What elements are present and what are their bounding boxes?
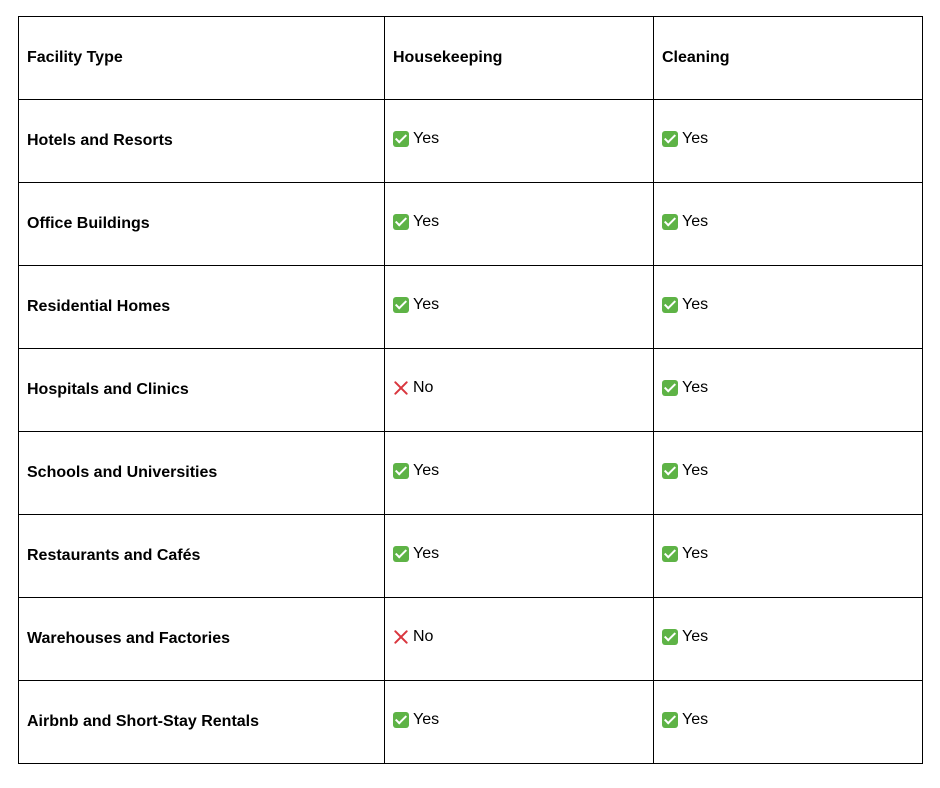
table-row bbox=[19, 266, 923, 349]
cleaning-status-label: Yes bbox=[682, 130, 709, 147]
cleaning-cell bbox=[654, 266, 923, 349]
table-row bbox=[19, 598, 923, 681]
housekeeping-status bbox=[393, 130, 439, 148]
housekeeping-cell bbox=[385, 681, 654, 764]
check-icon bbox=[393, 297, 409, 313]
cleaning-cell bbox=[654, 183, 923, 266]
housekeeping-status-label: Yes bbox=[413, 711, 440, 728]
housekeeping-status bbox=[393, 213, 439, 231]
check-icon bbox=[662, 546, 678, 562]
cleaning-status bbox=[662, 711, 708, 729]
cleaning-status-label: Yes bbox=[682, 379, 709, 396]
table-row bbox=[19, 100, 923, 183]
table-row bbox=[19, 681, 923, 764]
cleaning-cell bbox=[654, 515, 923, 598]
housekeeping-status bbox=[393, 628, 433, 646]
table-row bbox=[19, 515, 923, 598]
housekeeping-cell bbox=[385, 100, 654, 183]
check-icon bbox=[662, 629, 678, 645]
housekeeping-cell bbox=[385, 598, 654, 681]
cleaning-cell bbox=[654, 100, 923, 183]
housekeeping-status-label: No bbox=[413, 379, 434, 396]
facility-type-cell: Hospitals and Clinics bbox=[19, 349, 385, 432]
cleaning-status bbox=[662, 628, 708, 646]
housekeeping-status-label: Yes bbox=[413, 213, 440, 230]
housekeeping-cell bbox=[385, 432, 654, 515]
table-row bbox=[19, 432, 923, 515]
cleaning-status-label: Yes bbox=[682, 628, 709, 645]
check-icon bbox=[662, 712, 678, 728]
cleaning-status bbox=[662, 130, 708, 148]
table-row bbox=[19, 349, 923, 432]
cleaning-cell bbox=[654, 432, 923, 515]
housekeeping-cell bbox=[385, 515, 654, 598]
housekeeping-status bbox=[393, 296, 439, 314]
housekeeping-status-label: No bbox=[413, 628, 434, 645]
cleaning-status bbox=[662, 462, 708, 480]
cross-icon bbox=[393, 380, 409, 396]
housekeeping-status bbox=[393, 711, 439, 729]
housekeeping-status-label: Yes bbox=[413, 462, 440, 479]
facility-type-cell: Hotels and Resorts bbox=[19, 100, 385, 183]
housekeeping-status-label: Yes bbox=[413, 296, 440, 313]
check-icon bbox=[662, 297, 678, 313]
check-icon bbox=[393, 131, 409, 147]
header-housekeeping: Housekeeping bbox=[385, 17, 654, 100]
cleaning-status bbox=[662, 213, 708, 231]
cleaning-status-label: Yes bbox=[682, 213, 709, 230]
housekeeping-cell bbox=[385, 183, 654, 266]
cleaning-status bbox=[662, 379, 708, 397]
housekeeping-status-label: Yes bbox=[413, 130, 440, 147]
cleaning-cell bbox=[654, 681, 923, 764]
cleaning-status-label: Yes bbox=[682, 296, 709, 313]
cleaning-cell bbox=[654, 349, 923, 432]
table-body bbox=[19, 100, 923, 764]
header-facility-type: Facility Type bbox=[19, 17, 385, 100]
housekeeping-status-label: Yes bbox=[413, 545, 440, 562]
check-icon bbox=[662, 131, 678, 147]
check-icon bbox=[393, 546, 409, 562]
cleaning-status-label: Yes bbox=[682, 545, 709, 562]
check-icon bbox=[393, 214, 409, 230]
cross-icon bbox=[393, 629, 409, 645]
check-icon bbox=[393, 463, 409, 479]
cleaning-status bbox=[662, 296, 708, 314]
facility-services-table bbox=[18, 16, 923, 764]
table-row bbox=[19, 183, 923, 266]
facility-type-cell: Restaurants and Cafés bbox=[19, 515, 385, 598]
cleaning-status-label: Yes bbox=[682, 462, 709, 479]
check-icon bbox=[662, 463, 678, 479]
check-icon bbox=[662, 214, 678, 230]
facility-type-cell: Airbnb and Short-Stay Rentals bbox=[19, 681, 385, 764]
housekeeping-status bbox=[393, 545, 439, 563]
housekeeping-status bbox=[393, 379, 433, 397]
housekeeping-status bbox=[393, 462, 439, 480]
cleaning-status bbox=[662, 545, 708, 563]
table-header-row bbox=[19, 17, 923, 100]
cleaning-cell bbox=[654, 598, 923, 681]
check-icon bbox=[393, 712, 409, 728]
facility-type-cell: Residential Homes bbox=[19, 266, 385, 349]
check-icon bbox=[662, 380, 678, 396]
header-cleaning: Cleaning bbox=[654, 17, 923, 100]
facility-type-cell: Schools and Universities bbox=[19, 432, 385, 515]
housekeeping-cell bbox=[385, 266, 654, 349]
housekeeping-cell bbox=[385, 349, 654, 432]
cleaning-status-label: Yes bbox=[682, 711, 709, 728]
facility-type-cell: Warehouses and Factories bbox=[19, 598, 385, 681]
facility-type-cell: Office Buildings bbox=[19, 183, 385, 266]
